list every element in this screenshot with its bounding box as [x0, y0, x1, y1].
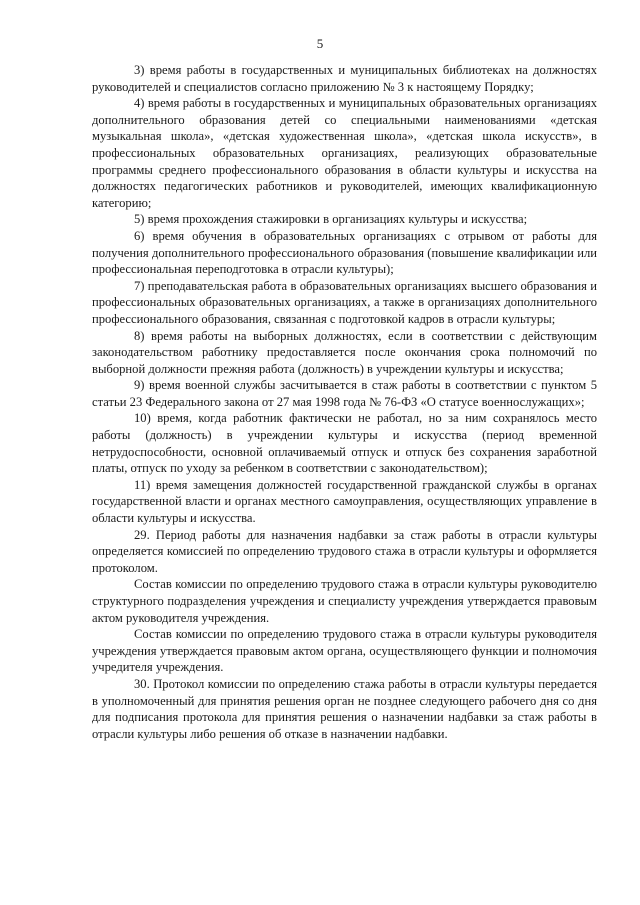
document-body: [92, 62, 597, 742]
page-number: 5: [316, 36, 324, 51]
paragraph-clause-29: 29. Период работы для назначения надбавки за стаж работы в отрасли культуры определяется комиссией по определению трудового стажа в отрасли культуры и оформляется протоколом.: [92, 527, 597, 575]
paragraph-commission-staff: Состав комиссии по определению трудового стажа в отрасли культуры руководителю структурного подразделения учреждения и специалисту учреждения утверждается правовым актом руководителя учреждения.: [92, 577, 597, 625]
paragraph-item-5: 5) время прохождения стажировки в организациях культуры и искусства;: [134, 212, 528, 227]
paragraph-item-11: 11) время замещения должностей государственной гражданской службы в органах государственной власти и органах местного самоуправления, осуществляющих управление в области культуры и искусства.: [92, 477, 597, 526]
paragraph-item-9: 9) время военной службы засчитывается в стаж работы в соответствии с пунктом 5 статьи 23 Федерального закона от 27 мая 1998 года № 76-ФЗ «О статусе военнослужащих»;: [92, 378, 597, 409]
paragraph-item-8: 8) время работы на выборных должностях, если в соответствии с действующим законодательством работнику предоставляется после окончания срока полномочий по выборной должности прежняя работа (должность) в учреждении культуры и искусства;: [92, 328, 597, 376]
paragraph-item-3: 3) время работы в государственных и муниципальных библиотеках на должностях руководителей и специалистов согласно приложению № 3 к настоящему Порядку;: [92, 63, 597, 94]
paragraph-item-6: 6) время обучения в образовательных организациях с отрывом от работы для получения дополнительного профессионального образования (повышение квалификации или профессиональная переподготовка в отрасли культуры);: [92, 228, 597, 277]
paragraph-item-7: 7) преподавательская работа в образовательных организациях высшего образования и профессиональных образовательных организациях, а также в организациях дополнительного профессионального образования, связанная с подготовкой кадров в отрасли культуры;: [92, 278, 597, 326]
paragraph-clause-30: 30. Протокол комиссии по определению стажа работы в отрасли культуры передается в уполномоченный для принятия решения орган не позднее следующего рабочего дня со дня для подписания протокола для принятия решения о назначении надбавки за стаж работы в отрасли культуры либо решения об отказе в назначении надбавки.: [92, 676, 597, 741]
paragraph-item-10: 10) время, когда работник фактически не работал, но за ним сохранялось место работы (должность) в учреждении культуры и искусства (период временной нетрудоспособности, основной оплачиваемый отпуск и отпуск без сохранения заработной платы, отпуск по уходу за ребенком в соответствии с законодательством);: [92, 411, 597, 476]
paragraph-commission-head: Состав комиссии по определению трудового стажа в отрасли культуры руководителя учреждения утверждается правовым актом органа, осуществляющего функции и полномочия учредителя учреждения.: [92, 627, 597, 675]
paragraph-item-4: 4) время работы в государственных и муниципальных образовательных организациях дополнительного образования детей со специальными наименованиями «детская музыкальная школа», «детская художественная школа», «детская школа искусств», в профессиональных образовательных организациях, реализующих образовательные программы среднего профессионального образования в области культуры и искусства на должностях педагогических работников и руководителей, имеющих квалификационную категорию;: [92, 96, 597, 210]
